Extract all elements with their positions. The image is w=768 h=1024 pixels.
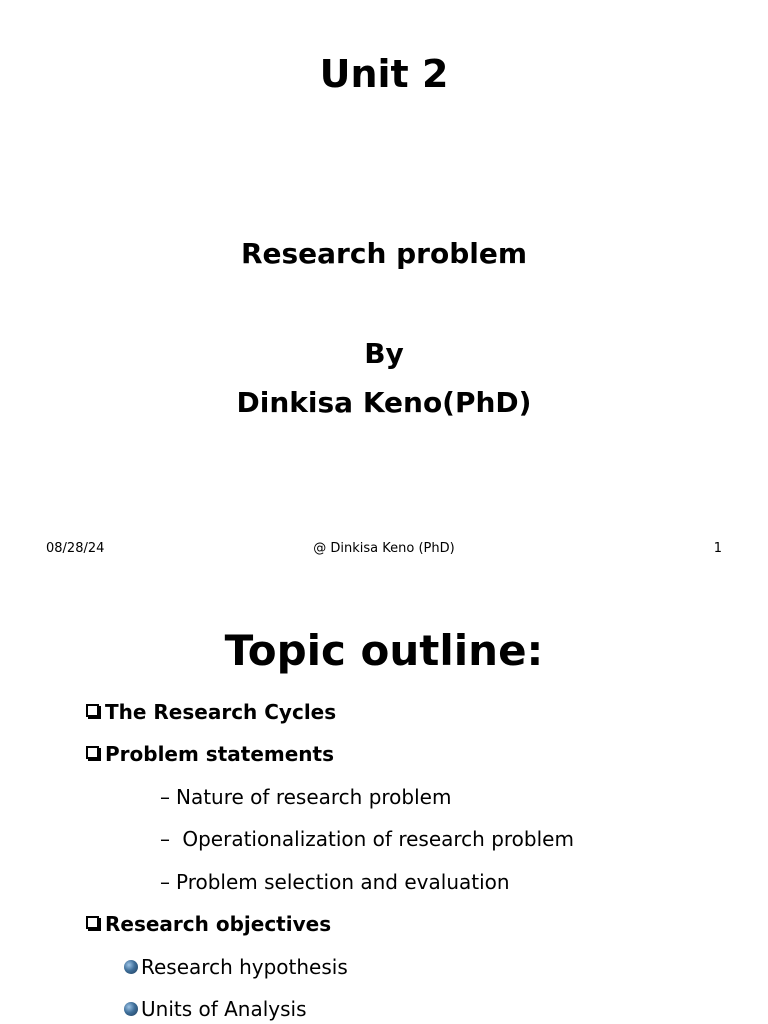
sphere-bullet-icon [124, 960, 138, 974]
outline-item-text: Nature of research problem [176, 785, 452, 809]
dash-bullet-icon: – [160, 785, 170, 809]
outline-item [86, 911, 331, 937]
outline-subitem [124, 996, 307, 1022]
author-name: Dinkisa Keno(PhD) [236, 386, 532, 419]
checkbox-bullet-icon [86, 704, 99, 717]
outline-item-text: Units of Analysis [141, 997, 307, 1021]
by-label: By [364, 337, 404, 370]
dash-bullet-icon: – [160, 827, 170, 851]
outline-item [86, 699, 336, 725]
dash-bullet-icon: – [160, 870, 170, 894]
outline-subitem [160, 784, 451, 810]
outline-item [86, 741, 334, 767]
outline-subitem [124, 954, 348, 980]
outline-item-text: The Research Cycles [105, 700, 337, 724]
outline-slide [0, 576, 768, 1024]
slide-subtitle: Research problem [240, 237, 528, 270]
footer-date: 08/28/24 [46, 541, 105, 556]
outline-subitem [160, 826, 574, 852]
outline-title: Topic outline: [224, 626, 544, 675]
outline-subitem [160, 869, 510, 895]
outline-item-text: Research hypothesis [141, 955, 348, 979]
checkbox-bullet-icon [86, 916, 99, 929]
sphere-bullet-icon [124, 1002, 138, 1016]
footer-author: @ Dinkisa Keno (PhD) [313, 541, 455, 556]
slide-title: Unit 2 [319, 52, 449, 96]
footer-page-number: 1 [713, 541, 722, 556]
checkbox-bullet-icon [86, 746, 99, 759]
outline-item-text: Problem statements [105, 742, 334, 766]
outline-item-text: Problem selection and evaluation [176, 870, 510, 894]
outline-item-text: Operationalization of research problem [176, 827, 574, 851]
outline-item-text: Research objectives [105, 912, 332, 936]
